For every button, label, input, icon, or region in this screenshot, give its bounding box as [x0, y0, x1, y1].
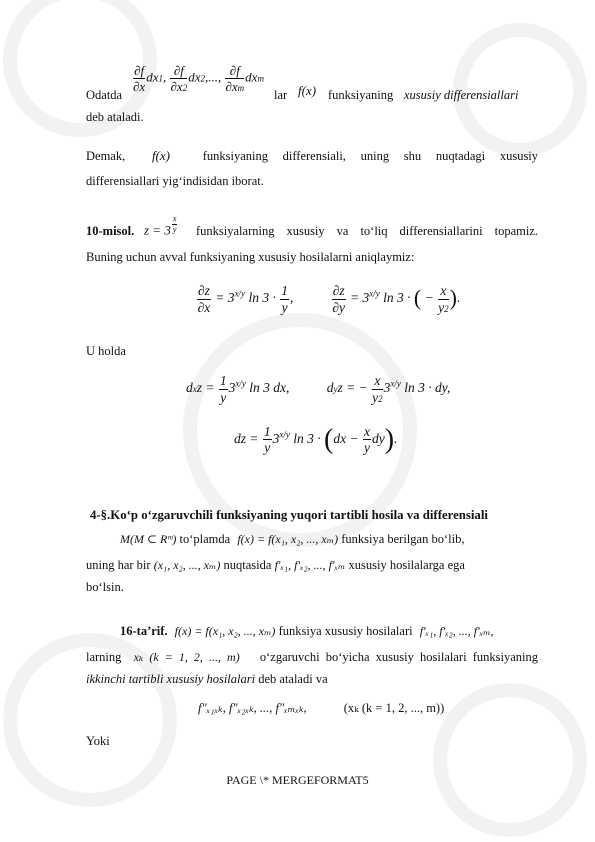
p7-text: Yoki [86, 734, 110, 748]
eq1-dz-dx: $\frac{\partial z}{\partial x}$ = $3^{x/y}$ ln 3 · $\frac{1}{y}$ , [197, 283, 297, 315]
paragraph-3-line-1 [86, 214, 538, 239]
eq4-a: f″ₓ₁ₓₖ, f″ₓ₂ₓₖ, ..., f″ₓₘₓₖ, [198, 701, 307, 715]
p2-func: f(x) [151, 148, 170, 163]
p5-a: to‘plamda [179, 532, 231, 546]
p1-text: funksiyaning [328, 88, 394, 102]
paragraph-5-line-2 [86, 558, 465, 573]
p5-derivs: f′ₓ₁, f′ₓ₂, ..., f′ₓₘ [274, 558, 346, 572]
eq2-dx-z: dxz = $\frac{1}{y}$ $3^{x/y}$ ln 3 dx, [186, 373, 293, 405]
p5-b: funksiya berilgan bo‘lib, [341, 532, 465, 546]
p5-d: nuqtasida [223, 558, 272, 572]
p2-text: funksiyaning differensiali, uning shu nuqtadagi xususiy [202, 149, 539, 163]
p6-d: deb ataladi va [258, 672, 328, 686]
eq2-dy-z: dyz = − $\frac{x}{y2}$ $3^{x/y}$ ln 3 · dy, [326, 373, 451, 405]
p6-func: f(x) = f(x₁, x₂, ..., xₘ) [174, 624, 276, 638]
example-label: 10-misol. [86, 224, 135, 238]
p6-term: ikkinchi tartibli xususiy hosilalari [86, 672, 256, 686]
definition-label: 16-ta’rif. [120, 624, 168, 638]
p1-lead: Odatda [86, 88, 123, 102]
paragraph-6-line-2 [86, 650, 538, 665]
p5-func: f(x) = f(x₁, x₂, ..., xₘ) [237, 532, 339, 546]
section-title: 4-§.Ko‘p o‘zgaruvchili funksiyaning yuqori tartibli hosila va differensiali [90, 508, 488, 522]
p5-e: xususiy hosilalarga ega [348, 558, 465, 572]
p1-lar: lar [274, 88, 288, 102]
eq4-b: (xₖ (k = 1, 2, ..., m)) [343, 701, 445, 715]
equation-partials [196, 284, 460, 314]
p4-text: U holda [86, 344, 126, 358]
p5-c: uning har bir [86, 558, 151, 572]
p2-lead: Demak, [86, 149, 126, 163]
p3-text: funksiyalarning xususiy va to‘liq differensiallarini topamiz. [196, 224, 538, 238]
p3-tail: Buning uchun avval funksiyaning xususiy hosilalarni aniqlaymiz: [86, 250, 415, 264]
p1-tail: deb ataladi. [86, 110, 144, 124]
paragraph-6-line-1 [120, 624, 494, 639]
eq1-dz-dy: $\frac{\partial z}{\partial y}$ = $3^{x/y}$ ln 3 · ( − $\frac{x}{y2}$ ). [332, 283, 461, 315]
p1-func: f(x) [298, 83, 317, 98]
p1-term: xususiy differensiallari [404, 88, 519, 102]
paragraph-5-line-1 [120, 532, 464, 547]
p6-derivs: f′ₓ₁, f′ₓ₂, ..., f′ₓₘ, [419, 624, 494, 638]
p5-point: (x₁, x₂, ..., xₘ) [153, 558, 221, 572]
p6-b: larning [86, 650, 122, 664]
equation-second-order [198, 700, 444, 716]
paragraph-2-line-1 [86, 148, 538, 164]
p6-var: xₖ (k = 1, 2, ..., m) [133, 650, 240, 664]
p6-c: o‘zgaruvchi bo‘yicha xususiy hosilalari funksiyaning [259, 650, 539, 664]
equation-total-differential: dz = $\frac{1}{y}$ $3^{x/y}$ ln 3 · (dx − $\frac{x}{y}$ dy). [234, 423, 398, 456]
example-formula: z = 3 $^{\frac{x}{y}}$ [144, 214, 177, 238]
p5-f: bo‘lsin. [86, 580, 124, 594]
paragraph-6-line-3 [86, 672, 328, 687]
p5-set: M(M ⊂ Rᵐ) [120, 532, 177, 546]
equation-partial-differentials [186, 374, 450, 404]
p2-tail: differensiallari yig‘indisidan iborat. [86, 174, 264, 188]
p1-formula: $\frac{\partial f}{\partial x}$ dx1, $\frac{\partial f}{\partial x2}$ dx2,..., $\frac{\partial f}{\partial xm}$ dxm [133, 63, 264, 94]
p6-a: funksiya xususiy hosilalari [278, 624, 413, 638]
page-footer: PAGE \* MERGEFORMAT5 [226, 773, 369, 787]
